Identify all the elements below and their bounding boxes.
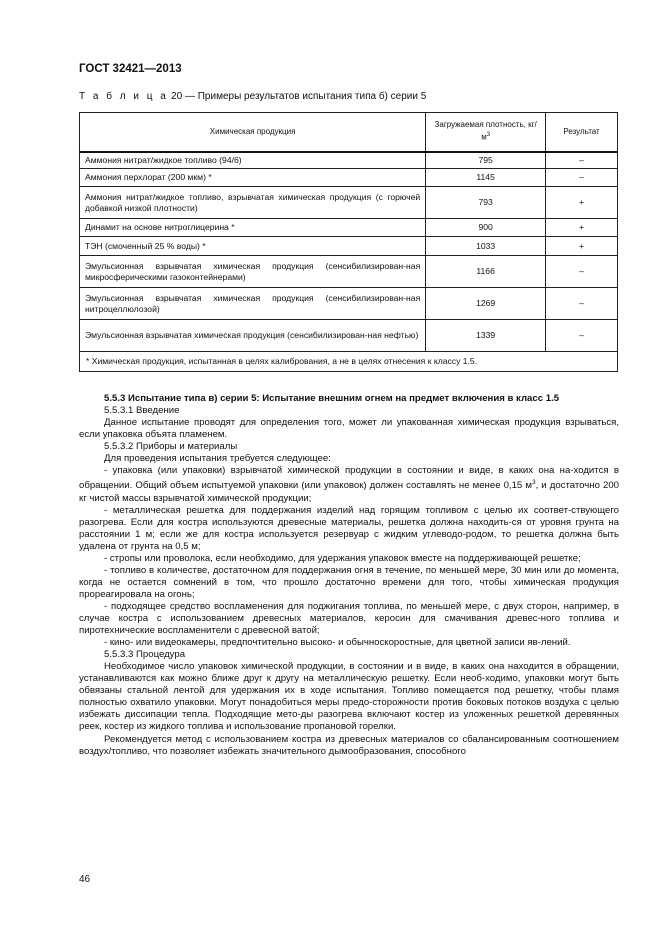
paragraph: Данное испытание проводят для определения того, может ли упакованная химическая продукция взрываться, если упаковка объята пламенем. <box>79 417 619 441</box>
caption-text: 20 — Примеры результатов испытания типа б) серии 5 <box>168 91 427 102</box>
table-row: Динамит на основе нитроглицерина * 900 + <box>80 219 618 237</box>
list-item: - подходящее средство воспламенения для поджигания топлива, по меньшей мере, с двух сторон, например, в случае костра с использованием древесных материалов, керосин для смачивания древес-ного топлива и пиротехнические воспламенители с древесной ватой; <box>79 600 619 637</box>
table-row: Аммония нитрат/жидкое топливо (94/6) 795 – <box>80 152 618 169</box>
paragraph: Для проведения испытания требуется следующее: <box>104 453 331 465</box>
paragraph: Необходимое число упаковок химической продукции, в состоянии и в виде, в каких она находится в обращении, устанавливаются как можно ближе друг к другу на металлическую решетку. Если необ-ходимо, упаковки могут быть обвязаны стальной лентой для удержания их в ходе испытания. Топливо помещается под решетку, чтобы пламя полностью охватило упаковки. Могут понадобиться меры предо-сторожности против боковых потоков воздуха с целью избежать диссипации тепла. Подходящие мето-ды разогрева включают костер из уложенных решеткой деревянных реек, костер из жидкого топлива и использование пропановой горелки. <box>79 661 619 733</box>
section-5-5-3 <box>79 393 619 758</box>
table-row: Аммония нитрат/жидкое топливо, взрывчатая химическая продукция (с горючей добавкой низкой плотности) 793 + <box>80 187 618 219</box>
section-heading: 5.5.3 Испытание типа в) серии 5: Испытание внешним огнем на предмет включения в класс 1.5 <box>104 393 560 404</box>
results-table <box>79 112 618 372</box>
subsection-title: 5.5.3.1 Введение <box>104 405 180 417</box>
table-row: Аммония перхлорат (200 мкм) * 1145 – <box>80 169 618 187</box>
list-item: - металлическая решетка для поддержания изделий над горящим топливом с целью их соответ-ствующего разогрева. Если для костра используются древесные материалы, решетка должна находить-ся от уровня грунта на расстоянии 1 м; если же для костра используется резервуар с жидким углеводо-родом, то решетка должна быть удалена от грунта на 0,5 м; <box>79 504 619 552</box>
table-footnote-row <box>80 352 618 372</box>
table-row: Эмульсионная взрывчатая химическая продукция (сенсибилизирован-ная микросферическими газоконтейнерами) 1166 – <box>80 256 618 288</box>
subsection-title: 5.5.3.2 Приборы и материалы <box>104 441 238 453</box>
list-item: - кино- или видеокамеры, предпочтительно высоко- и обычноскоростные, для цветной записи яв-лений. <box>104 637 571 649</box>
header-density: Загружаемая плотность, $кг/м^3$ <box>426 113 546 152</box>
table-row: ТЭН (смоченный 25 % воды) * 1033 + <box>80 237 618 256</box>
table-header-row <box>80 113 618 152</box>
table-row: Эмульсионная взрывчатая химическая продукция (сенсибилизирован-ная нитроцеллюлозой) 1269 – <box>80 288 618 320</box>
list-item: - стропы или проволока, если необходимо, для удержания упаковок вместе на поддерживающей решетке; <box>104 552 581 564</box>
table-caption <box>79 91 426 102</box>
header-result: Результат <box>546 113 618 152</box>
page-header: ГОСТ 32421—2013 <box>79 63 182 75</box>
list-item: - упаковка (или упаковки) взрывчатой химической продукции в состоянии и виде, в каких она на-ходится в обращении. Общий объем испытуемой упаковки (или упаковок) должен составлять не менее 0,15 $м^3$, и достаточно 200 кг чистой массы взрывчатой химической продукции; <box>79 465 619 504</box>
page-number: 46 <box>79 874 91 885</box>
header-product: Химическая продукция <box>80 113 426 152</box>
table-row: Эмульсионная взрывчатая химическая продукция (сенсибилизирован-ная нефтью) 1339 – <box>80 320 618 352</box>
caption-label: Т а б л и ц а <box>79 91 169 102</box>
table-footnote: * Химическая продукция, испытанная в целях калибрования, а не в целях отнесения к классу 1.5. <box>80 352 618 372</box>
paragraph: Рекомендуется метод с использованием костра из древесных материалов со сбалансированным соотношением воздух/топливо, что позволяет избежать значительного дымообразования, способного <box>79 733 619 757</box>
subsection-title: 5.5.3.3 Процедура <box>104 649 186 661</box>
list-item: - топливо в количестве, достаточном для поддержания огня в течение, по меньшей мере, 30 мин или до момента, когда не остается сомнений в том, что прошло достаточно времени для того, чтобы химическая продукция прореагировала на огонь; <box>79 564 619 600</box>
